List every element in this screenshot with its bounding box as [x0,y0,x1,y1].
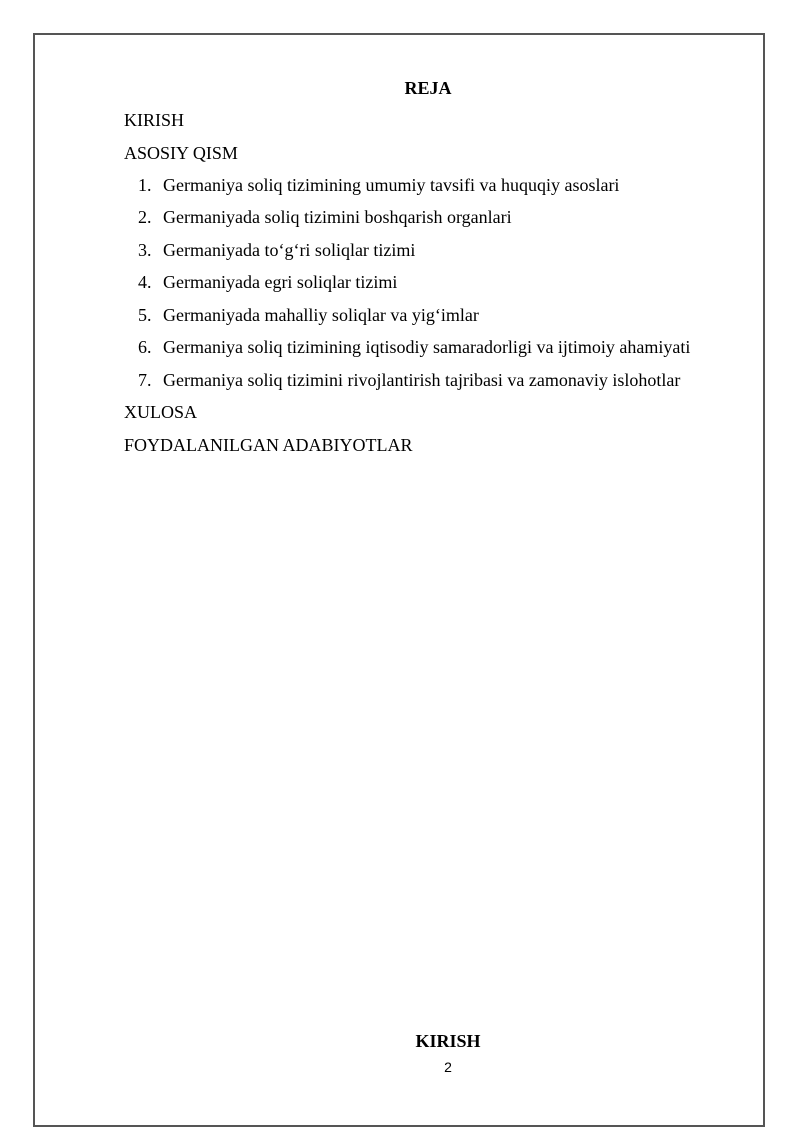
plan-item-intro: KIRISH [124,110,185,130]
list-item-number: 1. [138,175,152,195]
plan-item-main-part: ASOSIY QISM [124,143,238,163]
list-item-number: 5. [138,305,152,325]
list-item-text: Germaniya soliq tizimini rivojlantirish tajribasi va zamonaviy islohotlar [163,370,681,390]
list-item-text: Germaniyada to‘g‘ri soliqlar tizimi [163,240,416,260]
list-item-text: Germaniyada egri soliqlar tizimi [163,272,398,292]
page-border [33,33,765,1127]
list-item-text: Germaniyada mahalliy soliqlar va yig‘imlar [163,305,479,325]
plan-title: REJA [404,78,452,98]
plan-item-conclusion: XULOSA [124,402,198,422]
list-item-number: 3. [138,240,152,260]
list-item-number: 6. [138,337,152,357]
list-item-number: 4. [138,272,152,292]
list-item-text: Germaniya soliq tizimining umumiy tavsifi va huquqiy asoslari [163,175,620,195]
list-item-text: Germaniyada soliq tizimini boshqarish organlari [163,207,512,227]
list-item-number: 2. [138,207,152,227]
plan-item-references: FOYDALANILGAN ADABIYOTLAR [124,435,413,455]
page-number: 2 [444,1059,452,1075]
section-heading-intro: KIRISH [415,1031,481,1051]
list-item-number: 7. [138,370,152,390]
list-item-text: Germaniya soliq tizimining iqtisodiy samaradorligi va ijtimoiy ahamiyati [163,337,691,357]
